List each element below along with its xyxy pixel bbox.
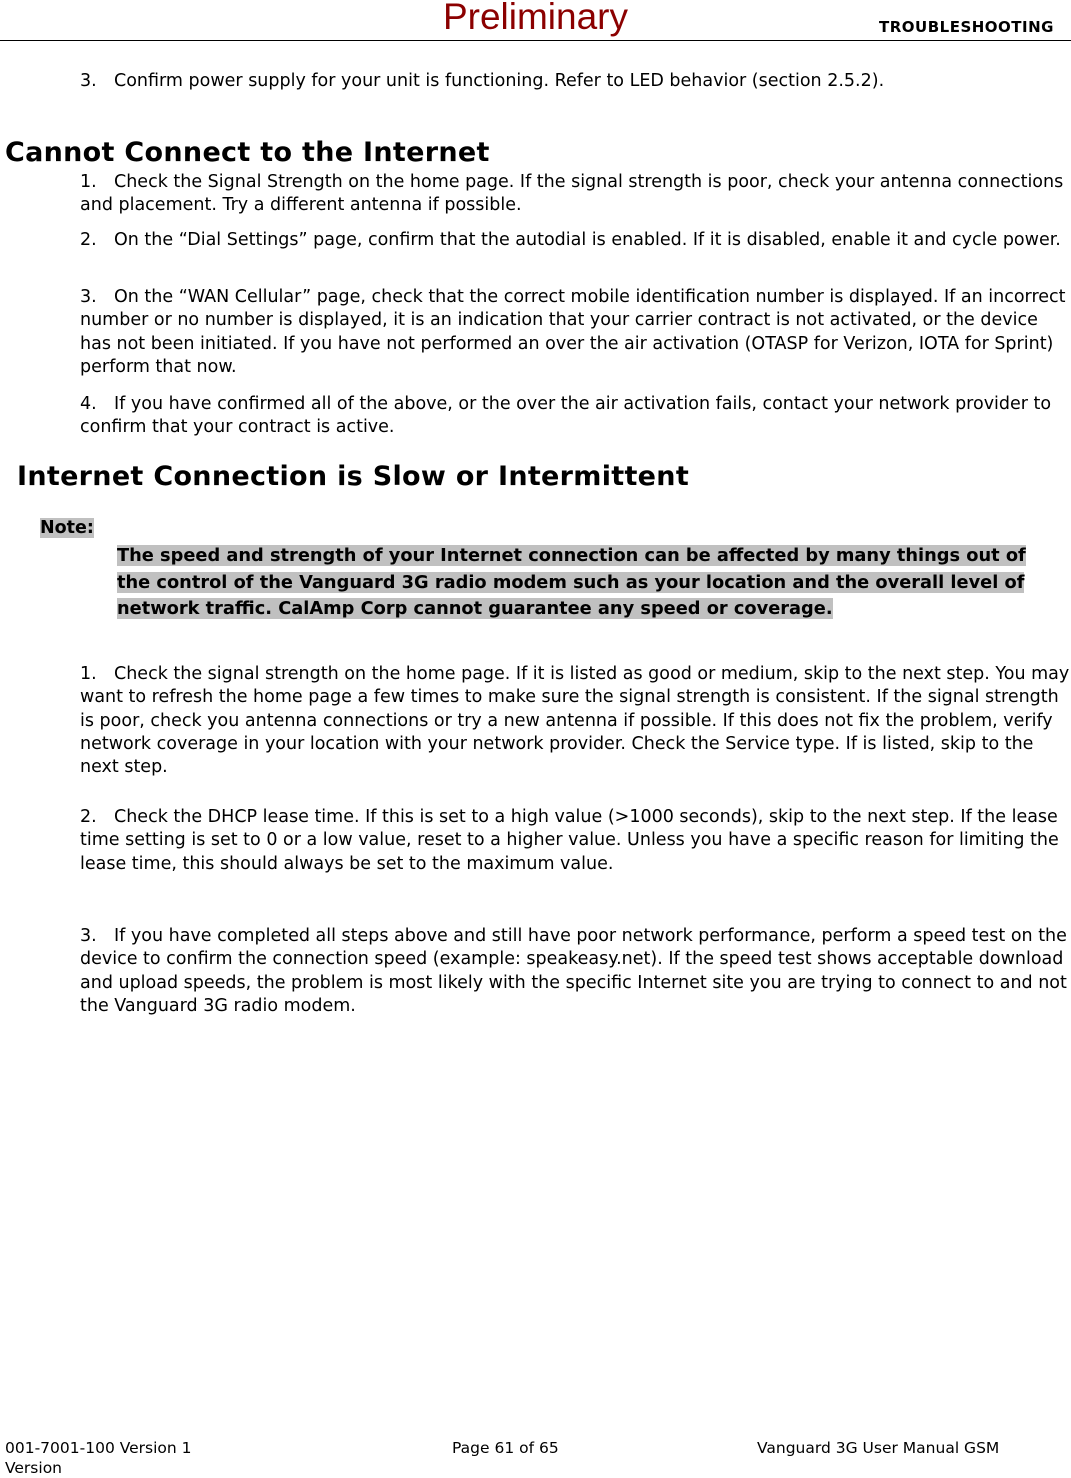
section-label: TROUBLESHOOTING [879,18,1054,36]
note-label: Note: [40,518,94,538]
list-item [80,70,1070,93]
item-text: If you have confirmed all of the above, or the over the air activation fails, contact your network provider to confirm that your contract is active. [80,394,1052,438]
section-heading: Internet Connection is Slow or Intermittent [17,461,690,492]
preliminary-watermark: Preliminary [442,0,629,37]
item-text: Check the DHCP lease time. If this is set to a high value (>1000 seconds), skip to the next step. If the lease time setting is set to 0 or a low value, reset to a higher value. Unless you have a specific reason for limiting the lease time, this should always be set to the maximum value. [80,807,1059,874]
footer-page-number: Page 61 of 65 [452,1439,559,1457]
item-text: On the “Dial Settings” page, confirm that the autodial is enabled. If it is disabled, enable it and cycle power. [114,230,1061,250]
footer-doc-number: 001-7001-100 Version 1 [5,1439,192,1457]
list-item [80,393,1070,440]
item-number: 2. [80,807,97,827]
list-item [80,925,1070,1018]
list-item [80,286,1070,379]
footer-manual-title: Vanguard 3G User Manual GSM [757,1439,1000,1457]
item-text: Check the Signal Strength on the home page. If the signal strength is poor, check your antenna connections and placement. Try a different antenna if possible. [80,172,1064,216]
item-number: 2. [80,230,97,250]
item-text: On the “WAN Cellular” page, check that the correct mobile identification number is displayed. If an incorrect number or no number is displayed, it is an indication that your carrier contract is not activated, or the device has not been initiated. If you have not performed an over the air activation (OTASP for Verizon, IOTA for Sprint) perform that now. [80,287,1066,377]
item-text: Check the signal strength on the home page. If it is listed as good or medium, skip to the next step. You may want to refresh the home page a few times to make sure the signal strength is consistent. If the signal strength is poor, check you antenna connections or try a new antenna if possible. If this does not fix the problem, verify network coverage in your location with your network provider. Check the Service type. If is listed, skip to the next step. [80,664,1070,778]
list-item [80,171,1070,218]
note-text: The speed and strength of your Internet connection can be affected by many things out of the control of the Vanguard 3G radio modem such as your location and the overall level of network traffic. CalAmp Corp cannot guarantee any speed or coverage. [117,545,1026,619]
section-heading: Cannot Connect to the Internet [5,137,490,168]
item-number: 3. [80,287,97,307]
item-number: 1. [80,172,97,192]
list-item [80,663,1070,779]
list-item [80,806,1070,876]
item-number: 3. [80,926,97,946]
header-rule [0,40,1071,41]
item-text: Confirm power supply for your unit is functioning. Refer to LED behavior (section 2.5.2). [114,71,885,91]
footer-manual-title-cont: Version [5,1459,62,1477]
item-text: If you have completed all steps above and still have poor network performance, perform a speed test on the device to confirm the connection speed (example: speakeasy.net). If the speed test shows acceptable download and upload speeds, the problem is most likely with the specific Internet site you are trying to connect to and not the Vanguard 3G radio modem. [80,926,1067,1016]
item-number: 4. [80,394,97,414]
item-number: 1. [80,664,97,684]
list-item [80,229,1070,252]
item-number: 3. [80,71,97,91]
